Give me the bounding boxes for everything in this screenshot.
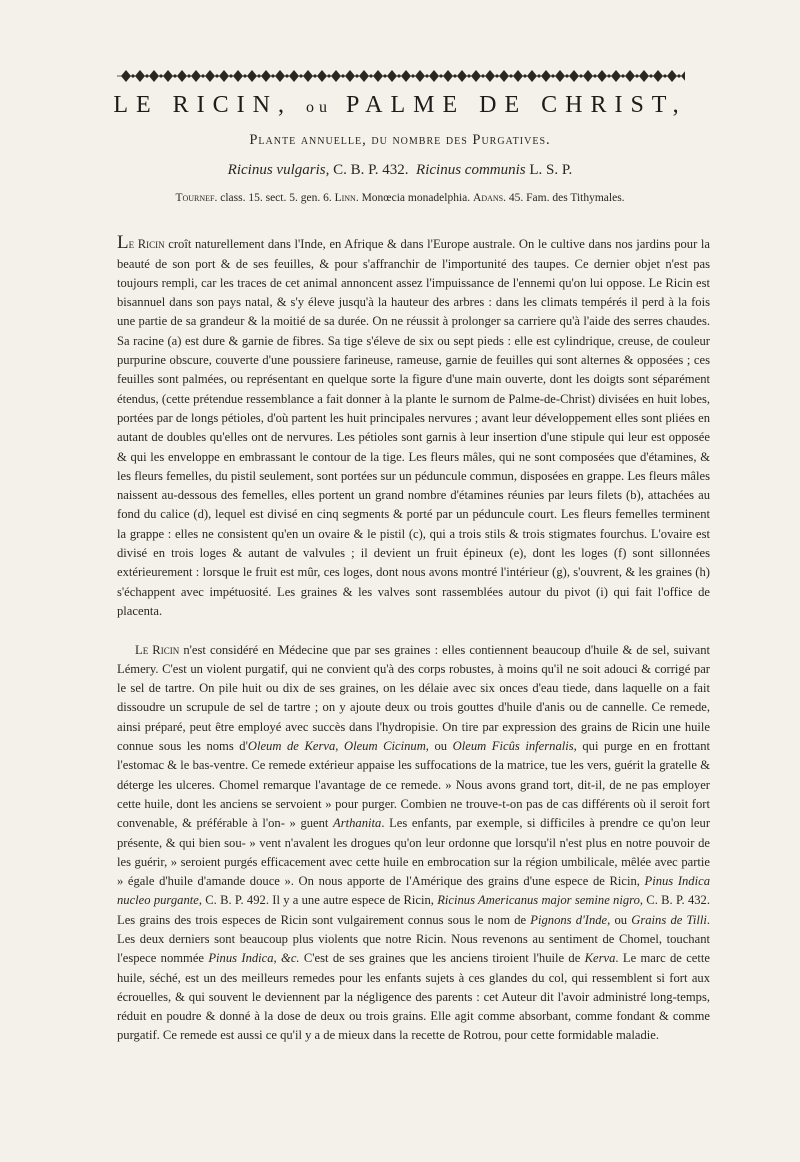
arthanita: Arthanita bbox=[333, 816, 382, 831]
synonym-line bbox=[0, 162, 800, 179]
drop-cap: L bbox=[117, 232, 129, 254]
paragraph-2-text-d: , qui purge en en frottant l'estomac & le bas-ventre. Ce remede extérieur appaise les suffocations de la matrice, tue les vers, guérit la gratelle & déterge les ulceres. Chomel remarque l'avantage de ce remede. » Nous avons grand tort, dit-il, de ne pas employer cette huile, dont les anciens se servoient » pour purger. Combien ne trouve-t-on pas de cas différents où il seroit fort convenable, & préférable à l'on- » guent bbox=[117, 739, 710, 831]
oleum-de-kerva: Oleum de Kerva bbox=[247, 739, 336, 754]
paragraph-2-text-g: , C. B. P. 432. Les grains des trois especes de Ricin sont vulgairement connus sous le nom de bbox=[117, 893, 711, 927]
paragraph-1 bbox=[117, 232, 711, 621]
paragraph-2-text-c: , ou bbox=[425, 739, 453, 754]
classification-line bbox=[0, 192, 800, 204]
decorative-border-ornament bbox=[117, 68, 685, 84]
subtitle: Plante annuelle, du nombre des Purgatives. bbox=[249, 132, 551, 148]
paragraph-2-opening: Le Ricin bbox=[135, 642, 180, 657]
classif-author-1: Tournef. bbox=[175, 192, 218, 204]
classif-author-3: Adans. bbox=[473, 192, 507, 204]
oleum-cicinum: Oleum Cicinum bbox=[343, 739, 426, 754]
classif-ref-1: class. 15. sect. 5. gen. 6. bbox=[220, 192, 332, 204]
synonym-name-1: Ricinus vulgaris, bbox=[227, 162, 330, 178]
body-text bbox=[117, 216, 710, 1065]
paragraph-2-text-f: , C. B. P. 492. Il y a une autre espece de Ricin, bbox=[198, 893, 438, 908]
paragraph-1-opening: e Ricin bbox=[128, 237, 165, 252]
pinus-indica-etc: Pinus Indica, &c. bbox=[208, 951, 300, 966]
title-tail: PALME DE CHRIST, bbox=[345, 92, 687, 118]
title-main: LE RICIN, bbox=[113, 92, 292, 118]
paragraph-2-text-j: C'est de ses graines que les anciens tiroient l'huile de bbox=[299, 951, 585, 966]
pignons-d-inde: Pignons d'Inde bbox=[530, 912, 608, 927]
grains-de-tilli: Grains de Tilli bbox=[631, 912, 707, 927]
synonym-ref-2: L. S. P. bbox=[529, 162, 573, 178]
classif-ref-3: 45. Fam. des Tithymales. bbox=[508, 192, 625, 204]
paragraph-2-text-e: . Les enfants, par exemple, si difficiles à prendre ce qu'on leur présente, & qui bien sou- » vent n'avalent les drogues qu'on leur ordonne que lorsqu'il n'est plus en notre pouvoir de les guérir, » seroient purgés efficacement avec cette huile en embrocation sur la région umbilicale, mêlée avec partie » égale d'huile d'amande douce ». On nous apporte de l'Amérique des grains d'une espece de Ricin, bbox=[117, 816, 711, 889]
kerva: Kerva bbox=[584, 951, 616, 966]
page-title bbox=[0, 92, 800, 119]
paragraph-1-text: croît naturellement dans l'Inde, en Afrique & dans l'Europe australe. On le cultive dans nos jardins pour la beauté de son port & de ses feuilles, & pour s'affranchir de l'importunité des taupes. Ce dernier objet n'est pas toujours rempli, car les traces de cet animal annoncent assez l'impuissance de l'ennemi qu'on lui oppose. Le Ricin est bisannuel dans son pays natal, & s'y éleve jusqu'à la hauteur des arbres : dans les climats tempérés il perd à la fois une partie de sa grandeur & la moitié de sa durée. On ne réussit à prolonger sa carriere qu'à l'aide des serres chaudes. Sa racine (a) est dure & garnie de fibres. Sa tige s'éleve de six ou sept pieds : elle est cylindrique, creuse, de couleur purpurine obscure, couverte d'une poussiere farineuse, rameuse, garnie de feuilles qui sont alternes & opposées ; ces feuilles sont palmées, ou représentant en quelque sorte la figure d'une main ouverte, dont les doigts sont séparément étendus, (cette prétendue ressemblance a fait donner à la plante le surnom de Palme-de-Christ) divisées en huit lobes, portées par de longs pétioles, d'où partent les huit principales nervures ; avant leur développement elles sont pliées en autant de doubles qu'elles ont de nervures. Les pétioles sont garnis à leur insertion d'une stipule qui leur est opposée & qui les enveloppe en embrassant le contour de la tige. Les fleurs mâles, qui ne sont composées que d'étamines, & les fleurs femelles, du pistil seulement, sont portées sur un péduncule commun, disposées en grappe. Les fleurs mâles naissent au-dessous des femelles, elles portent un grand nombre d'étamines réunies par leurs filets (b), attachées au fond du calice (d), lequel est divisé en cinq segments & porté par un péduncule court. Les fleurs femelles terminent la grappe : elles ne consistent qu'en un ovaire & le pistil (c), qui a trois stils & trois stigmates fourchus. L'ovaire est divisé en trois loges & autant de valvules ; il devient un fruit épineux (e), dont les loges (f) sont sillonnées extérieurement : lorsque le fruit est mûr, ces loges, dont nous avons montré l'intérieur (g), s'ouvrent, & les graines (h) s'échappent avec impétuosité. Les graines & les valves sont rassemblées autour du pivot (i) qui fait l'office de placenta. bbox=[117, 237, 711, 618]
paragraph-2-text-h: , ou bbox=[607, 912, 632, 927]
title-ou: ou bbox=[305, 99, 332, 116]
oleum-ficus: Oleum Ficûs infernalis bbox=[452, 739, 574, 754]
pinus-indica-nucleo: Pinus Indica nucleo purgante bbox=[117, 874, 710, 908]
ricinus-americanus: Ricinus Americanus major semine nigro bbox=[437, 893, 640, 908]
paragraph-2-text-a: n'est considéré en Médecine que par ses graines : elles contiennent beaucoup d'huile & de sel, suivant Lémery. C'est un violent purgatif, qui ne convient qu'à des corps robustes, à moins qu'il ne soit adouci & corrigé par le sel de tartre. On pile huit ou dix de ses graines, on les délaie avec six onces d'eau tiede, dans laquelle on a fait dissoudre un scrupule de sel de tartre ; on y ajoute deux ou trois gouttes d'huile d'anis ou de cannelle. Ce remede, ainsi préparé, peut être employé avec succès dans l'hydropisie. On tire par expression des grains de Ricin une huile connue sous les noms d' bbox=[117, 642, 710, 754]
synonym-ref-1: C. B. P. 432. bbox=[333, 162, 409, 178]
paragraph-2-text-b: , bbox=[335, 739, 344, 754]
paragraph-2-text-k: . Le marc de cette huile, séché, est un des meilleurs remedes pour les enfants sujets à ces glandes du col, qui ressemblent si fort aux écrouelles, & qui souvent le deviennent par la négligence des parents : cet Auteur dit l'avoir administré long-temps, réduit en poudre & donné à la dose de deux ou trois grains. Elle agit comme absorbant, comme fondant & comme purgatif. Ce remede est aussi ce qu'il y a de mieux dans la recette de Rotrou, pour cette formidable maladie. bbox=[117, 951, 710, 1043]
classif-ref-2: Monœcia monadelphia. bbox=[361, 192, 471, 204]
classif-author-2: Linn. bbox=[334, 192, 359, 204]
synonym-name-2: Ricinus communis bbox=[416, 162, 526, 178]
paragraph-2-text-i: . Les deux derniers sont beaucoup plus violents que notre Ricin. Nous revenons au sentiment de Chomel, touchant l'espece nommée bbox=[117, 912, 710, 966]
paragraph-2 bbox=[117, 641, 710, 1046]
